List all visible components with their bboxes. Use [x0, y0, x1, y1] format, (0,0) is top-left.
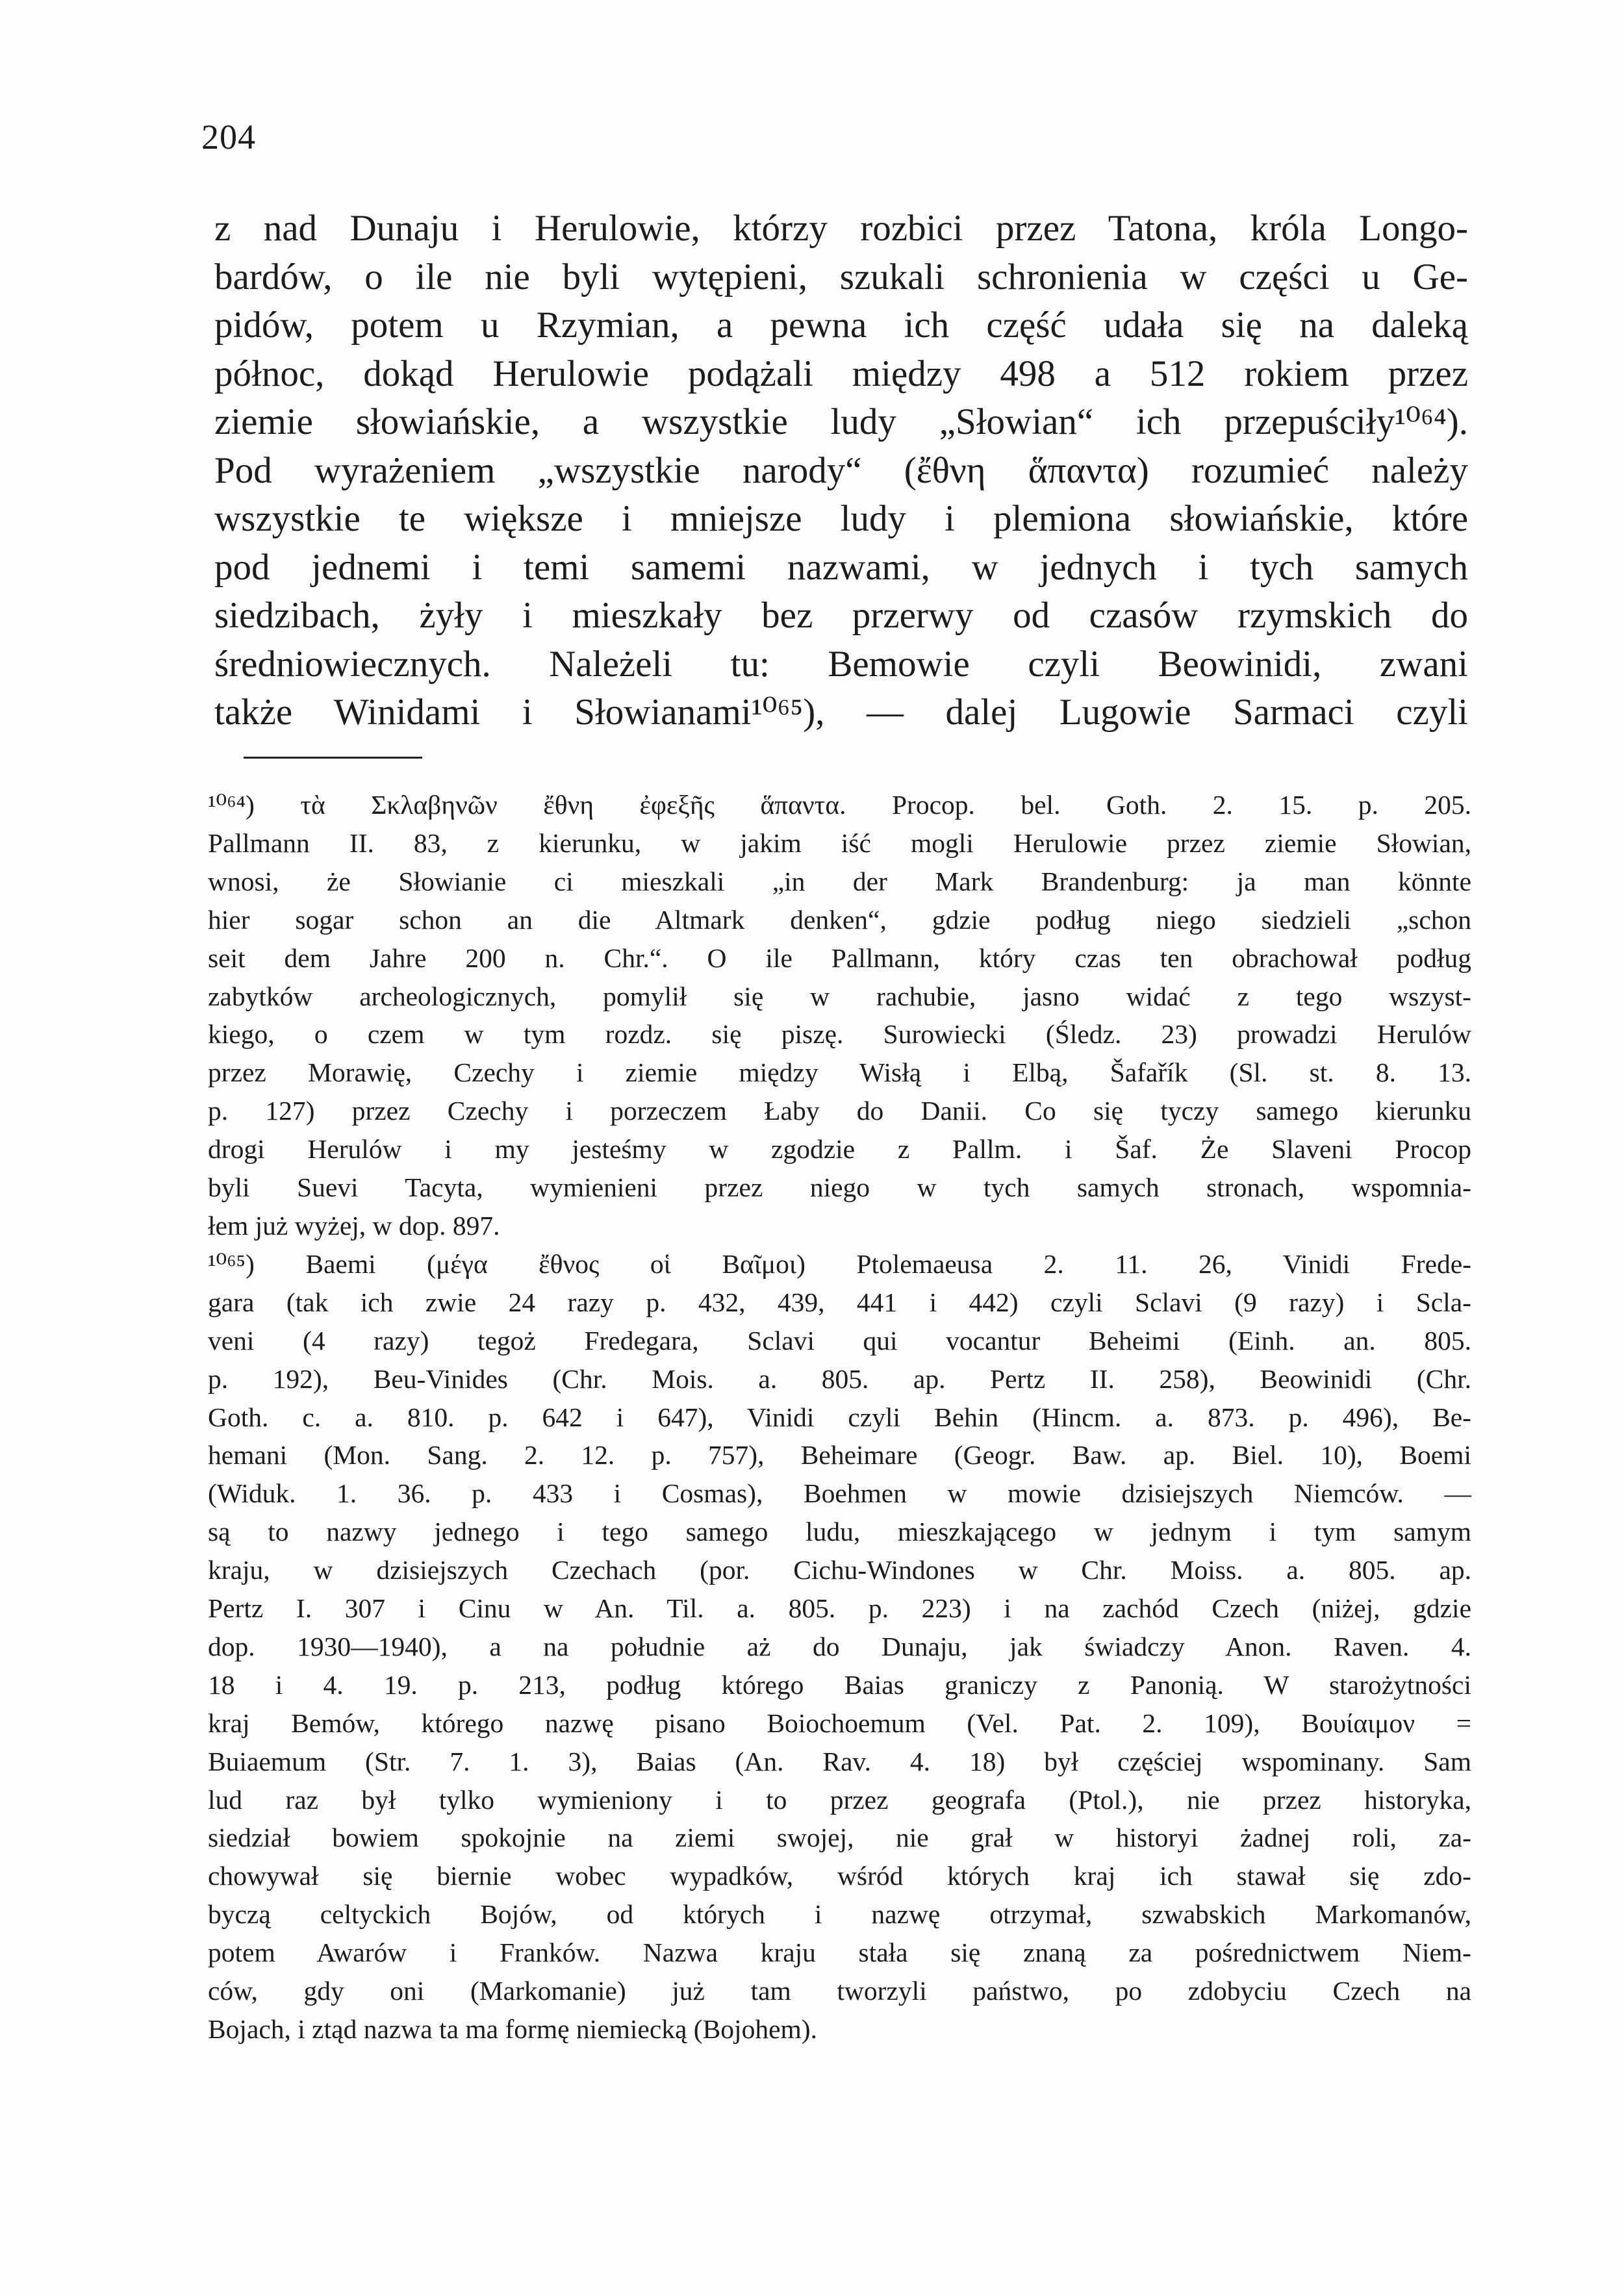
footnote-line: przez Morawię, Czechy i ziemie między Wisłą i Elbą, Šafařík (Sl. st. 8. 13.	[208, 1057, 1471, 1088]
footnote-line: kraju, w dzisiejszych Czechach (por. Cichu-Windones w Chr. Moiss. a. 805. ap.	[208, 1555, 1471, 1585]
footnote-line: Pertz I. 307 i Cinu w An. Til. a. 805. p. 223) i na zachód Czech (niżej, gdzie	[208, 1593, 1471, 1624]
footnote-line: chowywał się biernie wobec wypadków, wśród których kraj ich stawał się zdo-	[208, 1861, 1471, 1891]
footnote-line: dop. 1930—1940), a na południe aż do Dunaju, jak świadczy Anon. Raven. 4.	[208, 1631, 1471, 1661]
footnote-line: kiego, o czem w tym rozdz. się piszę. Surowiecki (Śledz. 23) prowadzi Herulów	[208, 1019, 1471, 1050]
footnote-line: byczą celtyckich Bojów, od których i nazwę otrzymał, szwabskich Markomanów,	[208, 1899, 1471, 1930]
page-number: 204	[201, 118, 256, 157]
footnote-line: hemani (Mon. Sang. 2. 12. p. 757), Beheimare (Geogr. Baw. ap. Biel. 10), Boemi	[208, 1440, 1471, 1470]
footnotes	[208, 786, 1471, 2049]
footnote-line: gara (tak ich zwie 24 razy p. 432, 439, 441 i 442) czyli Sclavi (9 razy) i Scla-	[208, 1287, 1471, 1317]
footnote-line: łem już wyżej, w dop. 897.	[208, 1210, 500, 1241]
body-line: bardów, o ile nie byli wytępieni, szukali schronienia w części u Ge-	[214, 256, 1468, 297]
footnote-line: 18 i 4. 19. p. 213, podług którego Baias graniczy z Panonią. W starożytności	[208, 1669, 1471, 1700]
body-text	[214, 205, 1468, 737]
footnote-line: potem Awarów i Franków. Nazwa kraju stała się znaną za pośrednictwem Niem-	[208, 1937, 1471, 1968]
footnote-line: Buiaemum (Str. 7. 1. 3), Baias (An. Rav. 4. 18) był częściej wspominany. Sam	[208, 1746, 1471, 1776]
footnote-line: siedział bowiem spokojnie na ziemi swojej, nie grał w historyi żadnej roli, za-	[208, 1823, 1471, 1853]
footnote-line: drogi Herulów i my jesteśmy w zgodzie z Pallm. i Šaf. Że Slaveni Procop	[208, 1134, 1471, 1165]
footnote-line: (Widuk. 1. 36. p. 433 i Cosmas), Boehmen w mowie dzisiejszych Niemców. —	[208, 1478, 1471, 1509]
footnote-line: kraj Bemów, którego nazwę pisano Boiochoemum (Vel. Pat. 2. 109), Βουίαιμον =	[208, 1708, 1471, 1738]
body-line: z nad Dunaju i Herulowie, którzy rozbici przez Tatona, króla Longo-	[214, 208, 1468, 249]
footnote-line: veni (4 razy) tegoż Fredegara, Sclavi qui vocantur Beheimi (Einh. an. 805.	[208, 1325, 1471, 1356]
body-line: siedzibach, żyły i mieszkały bez przerwy od czasów rzymskich do	[214, 595, 1468, 636]
body-line: średniowiecznych. Należeli tu: Bemowie czyli Beowinidi, zwani	[214, 643, 1468, 685]
footnote-line: są to nazwy jednego i tego samego ludu, mieszkającego w jednym i tym samym	[208, 1517, 1471, 1547]
body-line: także Winidami i Słowianami¹⁰⁶⁵), — dalej Lugowie Sarmaci czyli	[214, 692, 1468, 733]
footnote-line: p. 192), Beu-Vinides (Chr. Mois. a. 805. ap. Pertz II. 258), Beowinidi (Chr.	[208, 1363, 1471, 1394]
footnote-line: seit dem Jahre 200 n. Chr.“. O ile Pallmann, który czas ten obrachował podług	[208, 942, 1471, 973]
footnote-separator	[244, 757, 422, 759]
footnote-line: hier sogar schon an die Altmark denken“, gdzie podług niego siedzieli „schon	[208, 904, 1471, 935]
body-line: pidów, potem u Rzymian, a pewna ich część udała się na daleką	[214, 305, 1468, 346]
body-line: Pod wyrażeniem „wszystkie narody“ (ἔθνη ἅπαντα) rozumieć należy	[214, 449, 1468, 491]
footnote-line: ¹⁰⁶⁵) Baemi (μέγα ἔθνος οἱ Βαῖμοι) Ptolemaeusa 2. 11. 26, Vinidi Frede-	[208, 1248, 1471, 1279]
footnote-line: ¹⁰⁶⁴) τὰ Σκλαβηνῶν ἔθνη ἐφεξῆς ἅπαντα. Procop. bel. Goth. 2. 15. p. 205.	[208, 790, 1471, 820]
footnote-line: p. 127) przez Czechy i porzeczem Łaby do Danii. Co się tyczy samego kierunku	[208, 1096, 1471, 1126]
body-line: ziemie słowiańskie, a wszystkie ludy „Słowian“ ich przepuściły¹⁰⁶⁴).	[214, 401, 1468, 442]
body-line: pod jednemi i temi samemi nazwami, w jednych i tych samych	[214, 546, 1468, 588]
body-line: północ, dokąd Herulowie podążali między 498 a 512 rokiem przez	[214, 353, 1468, 394]
footnote-line: Pallmann II. 83, z kierunku, w jakim iść mogli Herulowie przez ziemie Słowian,	[208, 827, 1471, 858]
footnote-line: Goth. c. a. 810. p. 642 i 647), Vinidi czyli Behin (Hincm. a. 873. p. 496), Be-	[208, 1402, 1471, 1432]
footnote-line: Bojach, i ztąd nazwa ta ma formę niemiecką (Bojohem).	[208, 2014, 817, 2044]
footnote-line: lud raz był tylko wymieniony i to przez geografa (Ptol.), nie przez historyka,	[208, 1784, 1471, 1815]
footnote-line: wnosi, że Słowianie ci mieszkali „in der Mark Brandenburg: ja man könnte	[208, 866, 1471, 896]
footnote-line: byli Suevi Tacyta, wymienieni przez niego w tych samych stronach, wspomnia-	[208, 1172, 1471, 1203]
footnote-line: ców, gdy oni (Markomanie) już tam tworzyli państwo, po zdobyciu Czech na	[208, 1976, 1471, 2006]
body-line: wszystkie te większe i mniejsze ludy i plemiona słowiańskie, które	[214, 498, 1468, 539]
footnote-line: zabytków archeologicznych, pomylił się w rachubie, jasno widać z tego wszyst-	[208, 981, 1471, 1011]
